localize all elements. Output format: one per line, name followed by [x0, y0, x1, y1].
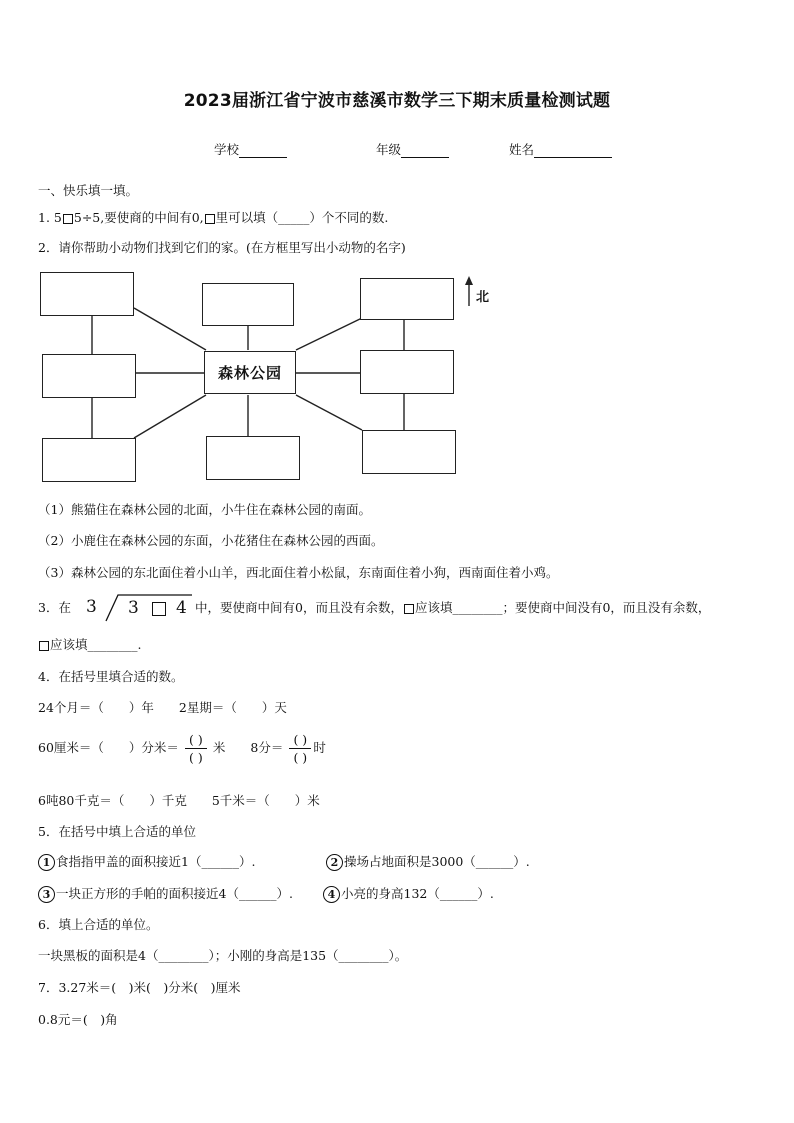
divisor: 3	[86, 597, 97, 617]
q3-text-2: 应该填________；要使商中间没有0，而且没有余数，	[414, 600, 711, 615]
q5-item-2	[326, 852, 530, 871]
home-box-northeast[interactable]	[360, 278, 454, 320]
q4-row-2b: 米 8分＝	[212, 740, 284, 755]
q6-text: 一块黑板的面积是4（________）；小刚的身高是135（________）。	[38, 948, 408, 963]
clue-3: （3）森林公园的东北面住着小山羊，西北面住着小松鼠，东南面住着小狗，西南面住着小鸡。	[38, 565, 559, 580]
school-label: 学校	[214, 142, 240, 157]
q4-row-2c: 时	[313, 740, 326, 755]
fraction-2-numerator: ( )	[293, 732, 308, 747]
home-box-south[interactable]	[206, 436, 300, 480]
connector-sw	[134, 395, 206, 438]
division-bracket	[80, 594, 195, 622]
q4-row-3: 6吨80千克＝（ ）千克 5千米＝（ ）米	[38, 793, 320, 808]
q5-item-2-text: 操场占地面积是3000（______）.	[344, 854, 530, 869]
map-connectors	[0, 0, 794, 500]
blank-square-icon	[39, 641, 49, 651]
forest-park-box: 森林公园	[204, 351, 296, 394]
q7-line-1: 7．3.27米＝( )米( )分米( )厘米	[38, 980, 241, 995]
q5-title: 5．在括号中填上合适的单位	[38, 824, 196, 839]
q4-row-1: 24个月＝（ ）年 2星期＝（ ）天	[38, 700, 287, 715]
home-box-west[interactable]	[42, 354, 136, 398]
q4-row-2a: 60厘米＝（ ）分米＝	[38, 740, 179, 755]
name-label: 姓名	[509, 142, 535, 157]
north-arrow-icon	[465, 276, 473, 306]
blank-square-icon	[404, 604, 414, 614]
q5-item-4-text: 小亮的身高132（______）.	[341, 886, 494, 901]
circled-number-icon: 4	[323, 886, 340, 903]
home-box-east[interactable]	[360, 350, 454, 394]
q1-number: 1.	[38, 210, 50, 225]
q5-item-1-text: 食指指甲盖的面积接近1（______）.	[56, 854, 256, 869]
q7-line-2: 0.8元＝( )角	[38, 1012, 118, 1027]
q3-text	[195, 598, 710, 616]
north-label: 北	[476, 290, 490, 305]
fraction-2-denominator: ( )	[293, 750, 308, 765]
q5-item-3-text: 一块正方形的手帕的面积接近4（______）.	[56, 886, 293, 901]
connector-ne	[296, 318, 362, 350]
fraction-1-numerator: ( )	[189, 732, 203, 747]
fraction-1-denominator: ( )	[189, 750, 203, 765]
q5-item-4	[323, 884, 494, 903]
connector-nw	[134, 308, 206, 350]
connector-se	[296, 395, 362, 430]
q4-row-2	[38, 731, 326, 766]
home-box-northwest[interactable]	[40, 272, 134, 316]
clue-2: （2）小鹿住在森林公园的东面，小花猪住在森林公园的西面。	[38, 533, 384, 548]
clue-1: （1）熊猫住在森林公园的北面，小牛住在森林公园的南面。	[38, 502, 371, 517]
dividend-digit-2: 4	[176, 598, 187, 618]
home-box-southwest[interactable]	[42, 438, 136, 482]
q6-title: 6．填上合适的单位。	[38, 917, 159, 932]
q1-text-2: 里可以填（_____）个不同的数.	[215, 210, 389, 225]
q1-text: 5÷5,要使商的中间有0,	[73, 210, 204, 225]
circled-number-icon: 3	[38, 886, 55, 903]
home-box-north[interactable]	[202, 283, 294, 326]
q1-pre: 5	[53, 210, 62, 225]
fraction-2[interactable]	[289, 731, 311, 766]
page-title: 2023届浙江省宁波市慈溪市数学三下期末质量检测试题	[183, 91, 611, 111]
q3-text-3: 应该填________.	[50, 637, 142, 652]
circled-number-icon: 2	[326, 854, 343, 871]
q4-title: 4．在括号里填合适的数。	[38, 669, 184, 684]
q3-number: 3．在	[38, 600, 71, 615]
q3-text-1: 中，要使商中间有0，而且没有余数，	[195, 600, 403, 615]
home-box-southeast[interactable]	[362, 430, 456, 474]
circled-number-icon: 1	[38, 854, 55, 871]
grade-label: 年级	[376, 142, 402, 157]
q5-item-1	[38, 852, 255, 871]
q3-continued	[38, 635, 141, 653]
q5-item-3	[38, 884, 293, 903]
dividend-blank-box[interactable]	[152, 602, 166, 616]
fraction-1[interactable]	[185, 731, 207, 766]
question-2: 2．请你帮助小动物们找到它们的家。(在方框里写出小动物的名字)	[38, 240, 406, 255]
dividend-digit-1: 3	[128, 598, 139, 618]
section-heading: 一、快乐填一填。	[38, 183, 139, 198]
